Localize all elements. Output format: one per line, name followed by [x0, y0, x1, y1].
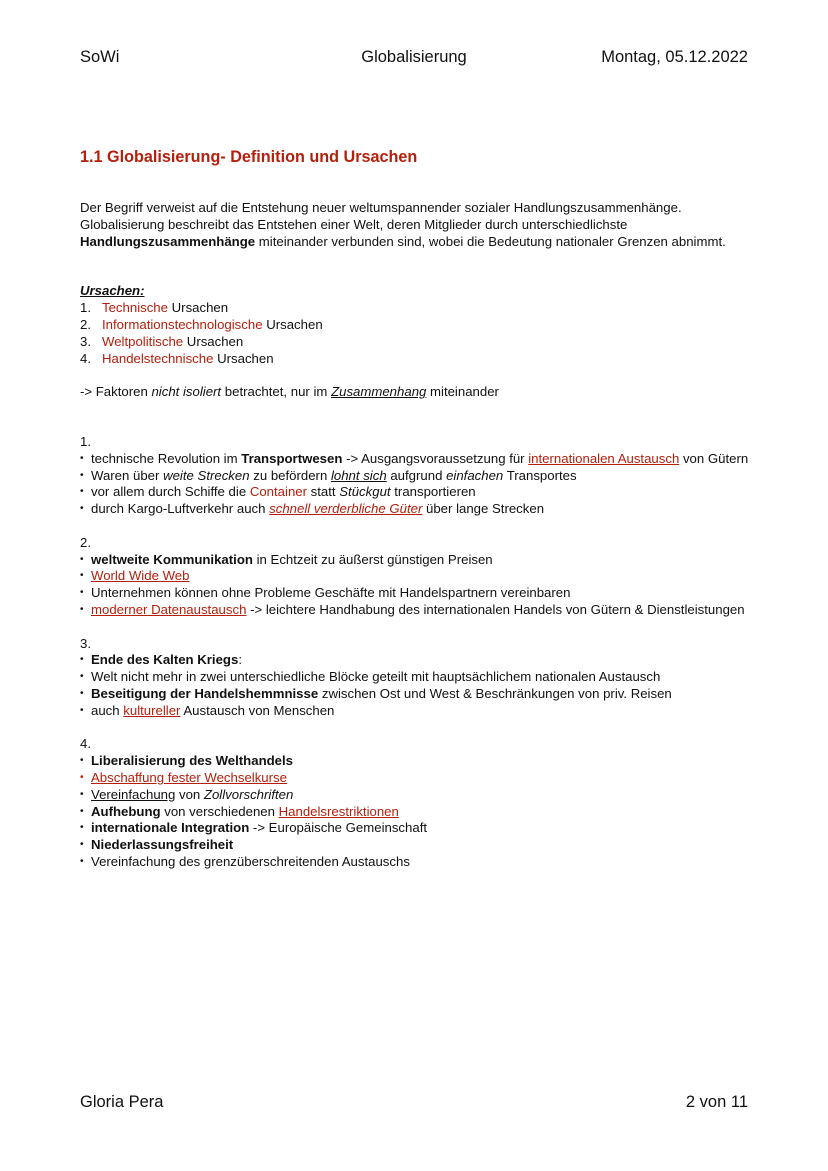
- list-item: 1. Technische Ursachen: [80, 300, 229, 316]
- list-item: 2. Informationstechnologische Ursachen: [80, 316, 323, 332]
- section-number: 1.: [80, 433, 91, 449]
- section-3: [80, 636, 752, 720]
- list-item: • technische Revolution im Transportwesen -> Ausgangsvoraussetzung für internationalen Austausch von Gütern: [80, 451, 752, 468]
- list-item: • weltweite Kommunikation in Echtzeit zu äußerst günstigen Preisen: [80, 552, 752, 569]
- list-item: 4. Handelstechnische Ursachen: [80, 350, 274, 366]
- footer-page-number: 2 von 11: [685, 1093, 748, 1111]
- ursachen-list: [80, 300, 752, 367]
- page-footer: [80, 1093, 748, 1115]
- list-item: • auch kultureller Austausch von Menschen: [80, 703, 752, 720]
- list-item: • internationale Integration -> Europäische Gemeinschaft: [80, 820, 752, 837]
- section-number: 2.: [80, 534, 91, 550]
- list-item: • Welt nicht mehr in zwei unterschiedliche Blöcke geteilt mit hauptsächlichem nationalen Austausch: [80, 669, 752, 686]
- list-item: 3. Weltpolitische Ursachen: [80, 333, 244, 349]
- list-item: • Abschaffung fester Wechselkurse: [80, 770, 752, 787]
- section-1: [80, 434, 752, 518]
- header-date: Montag, 05.12.2022: [601, 48, 748, 66]
- list-item: • Liberalisierung des Welthandels: [80, 753, 752, 770]
- list-item: • Vereinfachung des grenzüberschreitenden Austauschs: [80, 854, 752, 871]
- header-topic: Globalisierung: [361, 48, 467, 66]
- faktoren-note: -> Faktoren nicht isoliert betrachtet, nur im Zusammenhang miteinander: [80, 384, 499, 400]
- list-item: • World Wide Web: [80, 568, 752, 585]
- bullet-list: [80, 652, 752, 719]
- list-item: • durch Kargo-Luftverkehr auch schnell verderbliche Güter über lange Strecken: [80, 501, 752, 518]
- list-item: • vor allem durch Schiffe die Container statt Stückgut transportieren: [80, 484, 752, 501]
- definition-bold-term: Handlungszusammenhänge: [80, 233, 256, 249]
- section-title: 1.1 Globalisierung- Definition und Ursachen: [80, 148, 418, 166]
- footer-author: Gloria Pera: [80, 1093, 164, 1111]
- list-item: • Beseitigung der Handelshemmnisse zwischen Ost und West & Beschränkungen von priv. Reisen: [80, 686, 752, 703]
- list-item: • Ende des Kalten Kriegs:: [80, 652, 752, 669]
- ursachen-heading: Ursachen:: [80, 283, 145, 299]
- list-item: • Aufhebung von verschiedenen Handelsrestriktionen: [80, 804, 752, 821]
- list-item: • Niederlassungsfreiheit: [80, 837, 752, 854]
- bullet-list: [80, 451, 752, 518]
- document-body: [80, 146, 752, 871]
- section-2: [80, 535, 752, 619]
- header-subject: SoWi: [80, 48, 120, 66]
- section-number: 3.: [80, 635, 91, 651]
- page-header: [80, 48, 748, 70]
- section-number: 4.: [80, 736, 91, 752]
- list-item: • Waren über weite Strecken zu befördern lohnt sich aufgrund einfachen Transportes: [80, 468, 752, 485]
- bullet-list: [80, 552, 752, 619]
- list-item: • Unternehmen können ohne Probleme Geschäfte mit Handelspartnern vereinbaren: [80, 585, 752, 602]
- definition-paragraph: Der Begriff verweist auf die Entstehung neuer weltumspannender sozialer Handlungszusammenhänge. Globalisierung beschreibt das Entstehen einer Welt, deren Mitglieder durch unterschiedlichste Handlungszusammenhänge miteinander verbunden sind, wobei die Bedeutung nationaler Grenzen abnimmt.: [80, 200, 726, 249]
- list-item: • moderner Datenaustausch -> leichtere Handhabung des internationalen Handels von Gütern & Dienstleistungen: [80, 602, 752, 619]
- bullet-list: [80, 753, 752, 871]
- list-item: • Vereinfachung von Zollvorschriften: [80, 787, 752, 804]
- section-4: [80, 736, 752, 870]
